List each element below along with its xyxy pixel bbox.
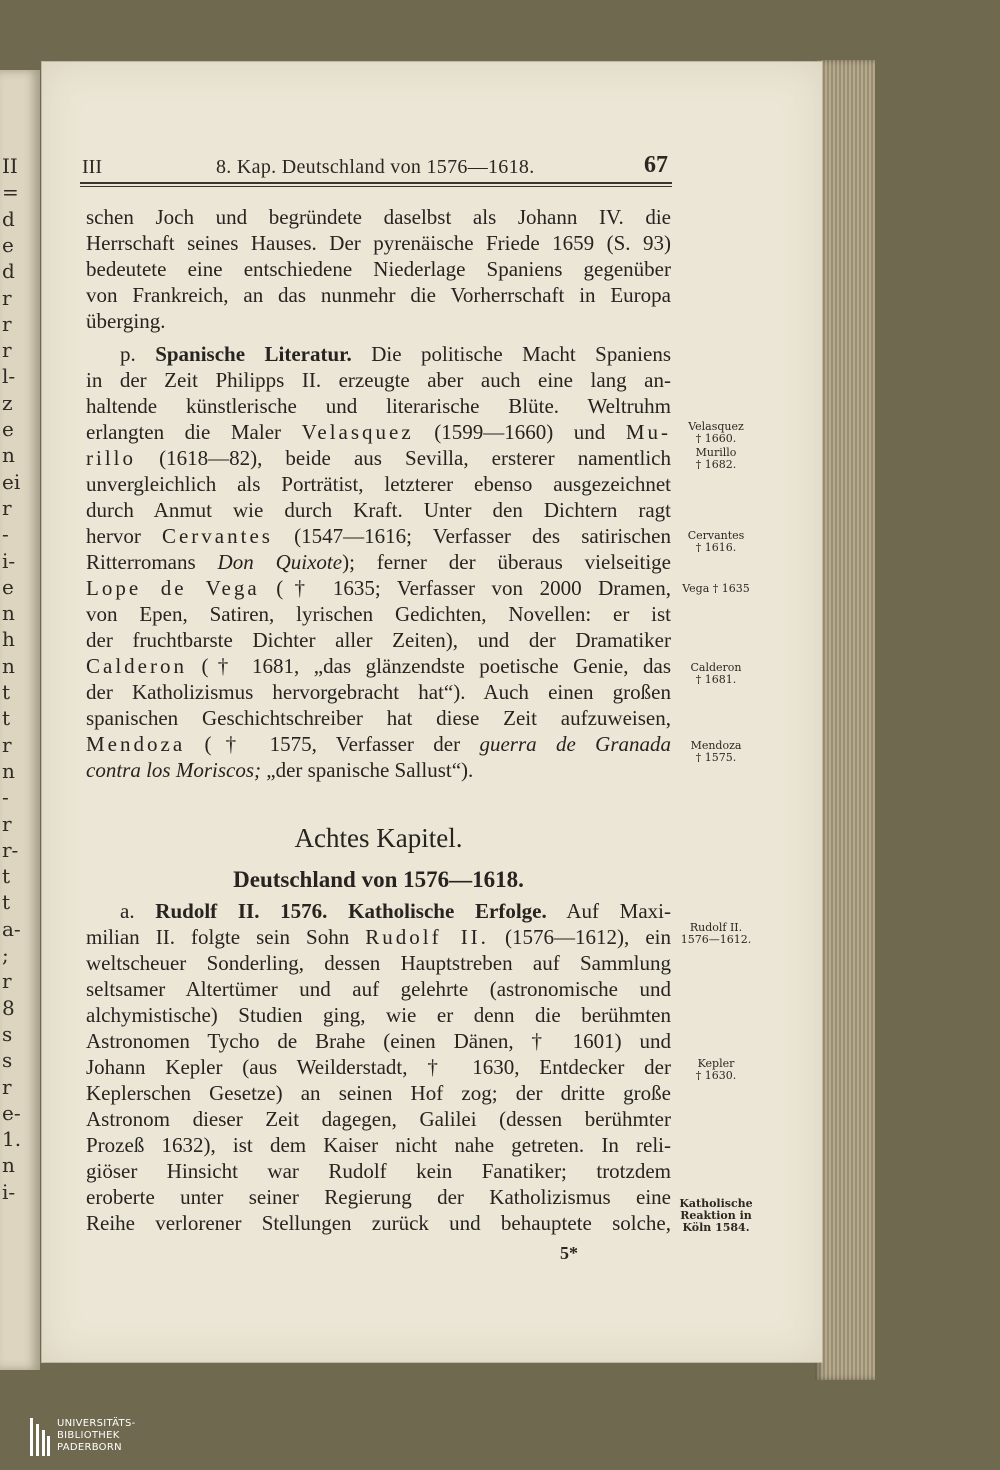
text-line bbox=[86, 549, 671, 575]
previous-page-fragment: e bbox=[2, 232, 14, 257]
section-label: a. bbox=[120, 899, 135, 923]
previous-page-fragment: r bbox=[2, 732, 12, 757]
previous-page-fragment: n bbox=[2, 601, 15, 626]
margin-note-line: Murillo bbox=[695, 446, 737, 459]
person-name: Rudolf II. bbox=[365, 925, 489, 949]
text-line bbox=[86, 653, 671, 679]
previous-page-fragment: n bbox=[2, 443, 15, 468]
previous-page-edge bbox=[0, 70, 40, 1370]
text-line: weltscheuer Sonderling, dessen Hauptstreben auf Sammlung bbox=[86, 951, 671, 975]
text-line: bedeutete eine entschiedene Niederlage Spaniens gegenüber bbox=[86, 257, 671, 281]
person-name: Mendoza bbox=[86, 732, 186, 756]
margin-note-line: † 1681. bbox=[695, 673, 737, 686]
text-line: der Katholizismus hervorgebracht hat“). Auch einen großen bbox=[86, 680, 671, 704]
text-run: (1618—82), beide aus Sevilla, ersterer namentlich bbox=[159, 446, 671, 470]
logo-line: UNIVERSITÄTS- bbox=[57, 1418, 136, 1429]
margin-note-line: † 1575. bbox=[695, 751, 737, 764]
text-line: haltende künstlerische und literarische Blüte. Weltruhm bbox=[86, 394, 671, 418]
section-spanish-literature bbox=[86, 341, 671, 783]
text-line: Prozeß 1632), ist dem Kaiser nicht nahe getreten. In reli- bbox=[86, 1133, 671, 1157]
text-line bbox=[86, 445, 671, 471]
margin-note-murillo bbox=[676, 447, 756, 471]
logo-line: BIBLIOTHEK bbox=[57, 1430, 120, 1441]
previous-page-fragment: t bbox=[2, 706, 11, 731]
person-name: Velasquez bbox=[301, 420, 414, 444]
person-name: Mu- bbox=[625, 420, 671, 444]
text-run: ); ferner der überaus vielseitige bbox=[342, 550, 671, 574]
person-name: rillo bbox=[86, 446, 136, 470]
previous-page-fragment: r bbox=[2, 311, 12, 336]
margin-note-line: 1576—1612. bbox=[680, 933, 752, 946]
text-line: Astronom dieser Zeit dagegen, Galilei (dessen berühmter bbox=[86, 1107, 671, 1131]
text-line bbox=[86, 341, 671, 367]
previous-page-fragment: t bbox=[2, 680, 11, 704]
running-header bbox=[80, 152, 672, 188]
text-line: durch Anmut wie durch Kraft. Unter den Dichtern ragt bbox=[86, 498, 671, 522]
work-title: guerra de Granada bbox=[479, 732, 671, 756]
text-line: überging. bbox=[86, 309, 166, 333]
header-rule-thin bbox=[80, 186, 672, 187]
text-run: hervor bbox=[86, 524, 141, 548]
previous-page-fragment: h bbox=[2, 627, 15, 652]
previous-page-fragment: ei bbox=[2, 469, 21, 494]
margin-note-line: Calderon bbox=[690, 661, 742, 674]
previous-page-fragment: i- bbox=[2, 1179, 16, 1204]
text-line: Herrschaft seines Hauses. Der pyrenäische Friede 1659 (S. 93) bbox=[86, 231, 671, 255]
chapter-title: Achtes Kapitel. bbox=[294, 823, 463, 853]
section-rudolf bbox=[86, 898, 671, 1236]
margin-note-mendoza bbox=[676, 740, 756, 764]
previous-page-fragment: = bbox=[2, 180, 19, 205]
text-run: († 1635; Verfasser von 2000 Dramen, bbox=[276, 576, 671, 600]
margin-note-line: † 1660. bbox=[695, 432, 737, 445]
library-logo-text bbox=[57, 1418, 136, 1454]
previous-page-fragment: i- bbox=[2, 548, 16, 573]
text-line: giöser Hinsicht war Rudolf kein Fanatiker; trotzdem bbox=[86, 1159, 671, 1183]
text-line: schen Joch und begründete daselbst als Johann IV. die bbox=[86, 205, 671, 229]
text-line: in der Zeit Philipps II. erzeugte aber auch eine lang an- bbox=[86, 368, 671, 392]
previous-page-fragment: r bbox=[2, 285, 12, 310]
text-line: unvergleichlich als Porträtist, letzterer ebenso ausgezeichnet bbox=[86, 472, 671, 496]
text-line: Keplerschen Gesetze) an seinen Hof zog; der dritte große bbox=[86, 1081, 671, 1105]
margin-note-line: † 1682. bbox=[695, 458, 737, 471]
margin-note-cervantes bbox=[676, 530, 756, 554]
text-line: Astronomen Tycho de Brahe (einen Dänen, † 1601) und bbox=[86, 1029, 671, 1053]
text-line bbox=[86, 523, 671, 549]
section-heading: Spanische Literatur. bbox=[155, 342, 352, 366]
previous-page-fragment: e- bbox=[2, 1100, 21, 1125]
book-page-edges bbox=[815, 60, 875, 1380]
previous-page-fragment: e bbox=[2, 574, 14, 599]
margin-note-line: Reaktion in bbox=[680, 1209, 752, 1222]
work-title: contra los Moriscos; bbox=[86, 758, 261, 782]
person-name: Calderon bbox=[86, 654, 187, 678]
section-heading: Rudolf II. 1576. Katholische Erfolge. bbox=[155, 899, 547, 923]
previous-page-fragment: ; bbox=[2, 943, 9, 967]
text-run: Die politische Macht Spaniens bbox=[371, 342, 671, 366]
previous-page-fragment: t bbox=[2, 890, 11, 915]
text-line bbox=[86, 419, 671, 445]
previous-page-fragment: r bbox=[2, 811, 12, 836]
work-title: Don Quixote bbox=[217, 550, 343, 574]
text-line bbox=[86, 731, 671, 757]
page-number: 67 bbox=[644, 152, 668, 178]
header-chapter-title: 8. Kap. Deutschland von 1576—1618. bbox=[216, 156, 535, 178]
margin-note-line: † 1616. bbox=[695, 541, 737, 554]
previous-page-fragment: a- bbox=[2, 916, 21, 941]
text-line: Reihe verlorener Stellungen zurück und behauptete solche, bbox=[86, 1211, 671, 1235]
previous-page-fragment: d bbox=[2, 206, 15, 231]
text-line bbox=[86, 898, 671, 924]
previous-page-fragment: l- bbox=[2, 364, 16, 389]
text-line: der fruchtbarste Dichter aller Zeiten), und der Dramatiker bbox=[86, 628, 671, 652]
margin-note-line: Kepler bbox=[697, 1057, 735, 1070]
text-line: eroberte unter seiner Regierung der Katholizismus eine bbox=[86, 1185, 671, 1209]
previous-page-fragment: z bbox=[2, 390, 13, 415]
previous-page-fragment: n bbox=[2, 1153, 15, 1178]
margin-note-line: Köln 1584. bbox=[682, 1221, 750, 1234]
previous-page-fragment: e bbox=[2, 417, 14, 441]
text-line bbox=[86, 575, 671, 601]
text-line: alchymistische) Studien ging, wie er denn die berühmten bbox=[86, 1003, 671, 1027]
text-line bbox=[86, 757, 671, 783]
section-label: p. bbox=[120, 342, 136, 366]
text-run: († 1681, „das glänzendste poetische Genie, das bbox=[201, 654, 671, 678]
text-run: (1547—1616; Verfasser des satirischen bbox=[294, 524, 672, 548]
previous-page-fragment: r bbox=[2, 338, 12, 363]
text-line: spanischen Geschichtschreiber hat diese Zeit aufzuweisen, bbox=[86, 706, 671, 730]
previous-page-fragment: r bbox=[2, 1074, 12, 1099]
margin-note-line: Velasquez bbox=[688, 420, 744, 433]
margin-note-line: Rudolf II. bbox=[689, 921, 743, 934]
previous-page-fragment: s bbox=[2, 1021, 13, 1046]
margin-note-line: † 1630. bbox=[695, 1069, 737, 1082]
person-name: Cervantes bbox=[161, 524, 273, 548]
margin-note-velasquez bbox=[676, 421, 756, 445]
text-line: seltsamer Altertümer und auf gelehrte (astronomische und bbox=[86, 977, 671, 1001]
text-run: Ritterromans bbox=[86, 550, 196, 574]
text-line: von Frankreich, an das nunmehr die Vorherrschaft in Europa bbox=[86, 283, 671, 307]
margin-note-line: Cervantes bbox=[687, 529, 745, 542]
margin-note-line: Mendoza bbox=[690, 739, 742, 752]
previous-page-fragment: - bbox=[2, 785, 9, 810]
previous-page-fragment: n bbox=[2, 653, 15, 678]
signature-mark: 5* bbox=[560, 1243, 578, 1263]
header-section-number: III bbox=[82, 156, 102, 178]
text-line bbox=[86, 924, 671, 950]
text-run: „der spanische Sallust“). bbox=[266, 758, 474, 782]
previous-page-fragment: n bbox=[2, 758, 15, 783]
chapter-subtitle: Deutschland von 1576—1618. bbox=[233, 867, 524, 892]
previous-page-fragment: s bbox=[2, 1048, 13, 1073]
previous-page-fragment: d bbox=[2, 259, 15, 284]
text-run: erlangten die Maler bbox=[86, 420, 282, 444]
previous-page-fragment: - bbox=[2, 522, 9, 547]
library-logo-icon bbox=[30, 1418, 50, 1456]
text-run: milian II. folgte sein Sohn bbox=[86, 925, 350, 949]
text-run: (1576—1612), ein bbox=[505, 925, 671, 949]
previous-page-fragment: t bbox=[2, 864, 11, 889]
margin-note-line: Vega † 1635 bbox=[682, 582, 750, 595]
previous-page-fragment: r bbox=[2, 969, 12, 994]
margin-note-rudolf bbox=[676, 922, 756, 946]
text-line: von Epen, Satiren, lyrischen Gedichten, Novellen: er ist bbox=[86, 602, 671, 626]
previous-page-fragment: 8 bbox=[2, 995, 15, 1020]
previous-page-fragment: r- bbox=[2, 837, 19, 862]
text-run: (1599—1660) und bbox=[434, 420, 606, 444]
margin-note-vega bbox=[676, 583, 756, 595]
header-rule bbox=[80, 182, 672, 184]
person-name: Lope de Vega bbox=[86, 576, 260, 600]
margin-note-kepler bbox=[676, 1058, 756, 1082]
paragraph-continued bbox=[86, 204, 671, 334]
text-run: († 1575, Verfasser der bbox=[204, 732, 461, 756]
margin-note-line: Katholische bbox=[679, 1197, 753, 1210]
footer-bar bbox=[0, 1408, 1000, 1470]
previous-page-fragment: 1. bbox=[2, 1127, 22, 1152]
margin-note-calderon bbox=[676, 662, 756, 686]
text-run: Auf Maxi- bbox=[566, 899, 672, 923]
previous-page-fragment: r bbox=[2, 495, 12, 520]
logo-line: PADERBORN bbox=[57, 1442, 122, 1453]
margin-note-catholic-reaction bbox=[676, 1198, 756, 1234]
previous-page-fragment: II bbox=[2, 154, 18, 178]
text-line: Johann Kepler (aus Weilderstadt, † 1630, Entdecker der bbox=[86, 1055, 671, 1079]
